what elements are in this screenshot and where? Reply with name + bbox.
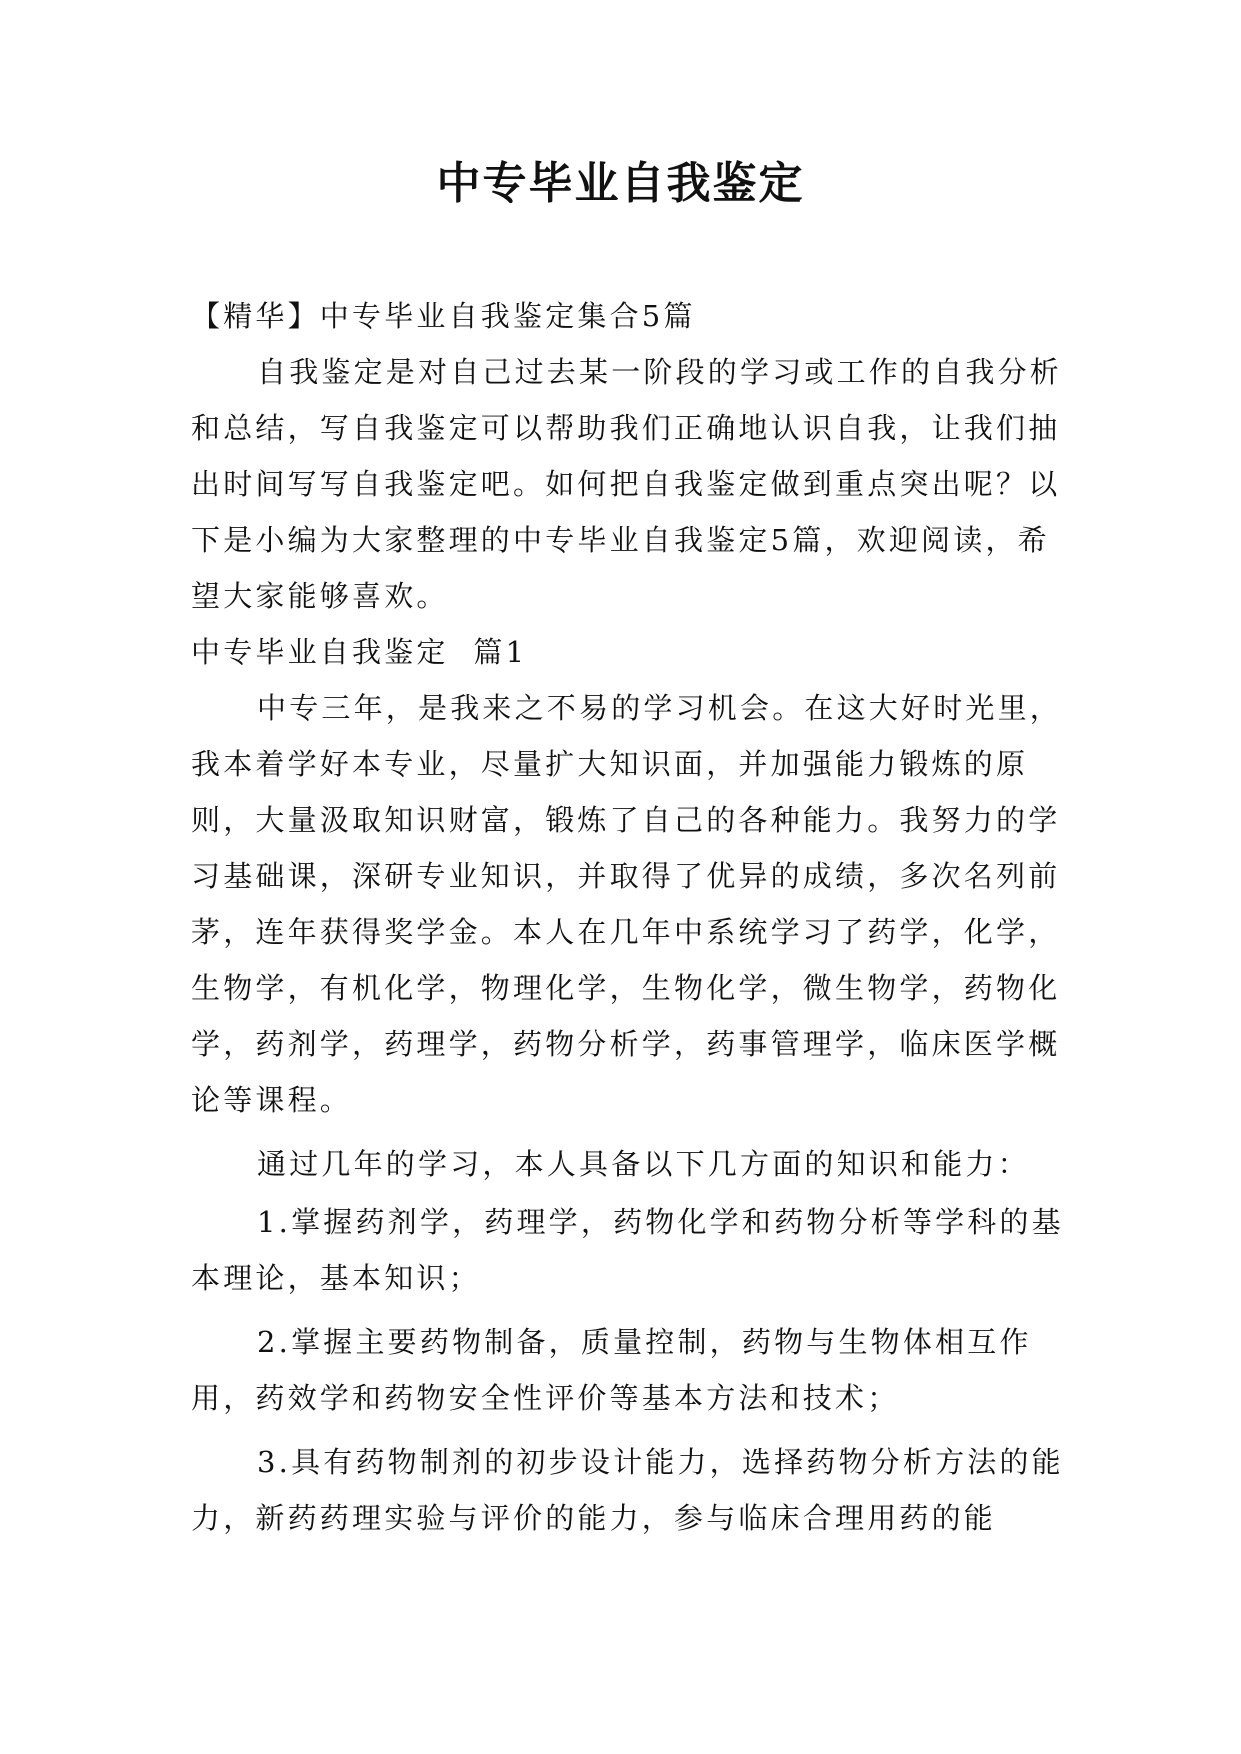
body-paragraph: 通过几年的学习，本人具备以下几方面的知识和能力： [257, 1147, 1030, 1181]
intro-paragraph: 自我鉴定是对自己过去某一阶段的学习或工作的自我分析和总结，写自我鉴定可以帮助我们正确地认识自我，让我们抽出时间写写自我鉴定吧。如何把自我鉴定做到重点突出呢？以下是小编为大家整理的中专毕业自我鉴定5篇，欢迎阅读，希望大家能够喜欢。 [191, 355, 1063, 613]
document-body [191, 288, 1071, 1546]
document-subtitle: 【精华】中专毕业自我鉴定集合5篇 [191, 299, 696, 333]
body-paragraph: 中专三年，是我来之不易的学习机会。在这大好时光里，我本着学好本专业，尽量扩大知识面，并加强能力锻炼的原则，大量汲取知识财富，锻炼了自己的各种能力。我努力的学习基础课，深研专业知识，并取得了优异的成绩，多次名列前茅，连年获得奖学金。本人在几年中系统学习了药学，化学，生物学，有机化学，物理化学，生物化学，微生物学，药物化学，药剂学，药理学，药物分析学，药事管理学，临床医学概论等课程。 [191, 691, 1063, 1117]
list-item: 2.掌握主要药物制备，质量控制，药物与生物体相互作用，药效学和药物安全性评价等基本方法和技术； [191, 1325, 1032, 1415]
document-title: 中专毕业自我鉴定 [436, 158, 805, 209]
section-heading: 中专毕业自我鉴定 篇1 [191, 635, 528, 669]
list-item: 1.掌握药剂学，药理学，药物化学和药物分析等学科的基本理论，基本知识； [191, 1205, 1064, 1295]
list-item: 3.具有药物制剂的初步设计能力，选择药物分析方法的能力，新药药理实验与评价的能力，参与临床合理用药的能 [191, 1445, 1064, 1535]
